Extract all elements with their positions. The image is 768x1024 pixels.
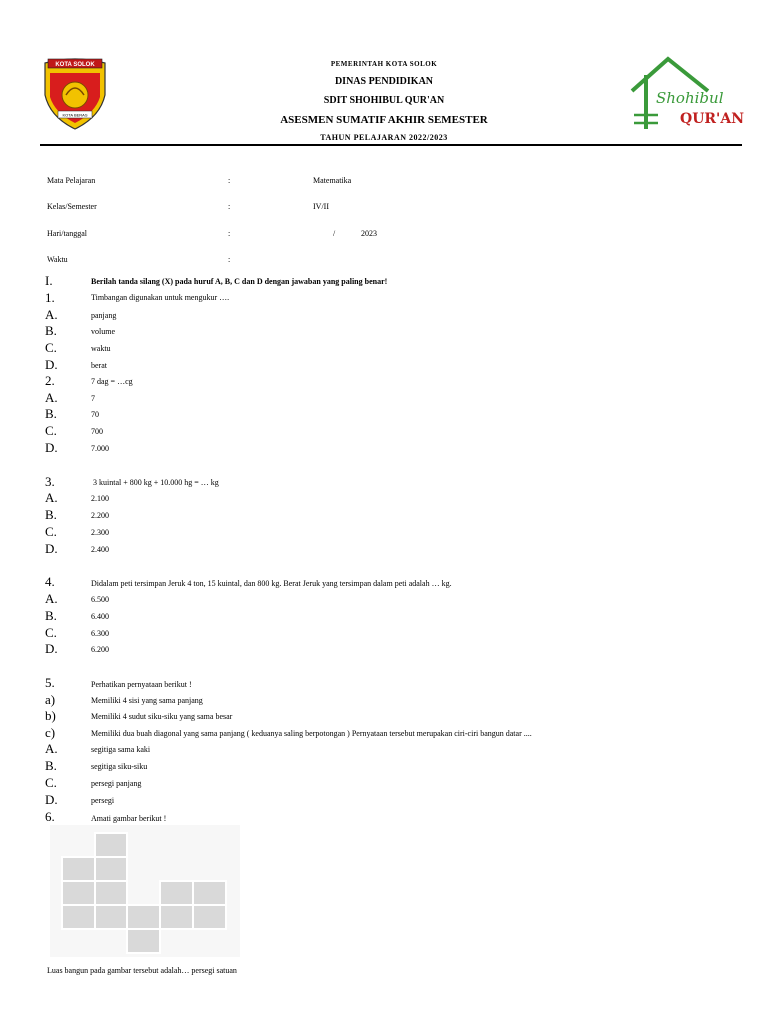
q1-text: Timbangan digunakan untuk mengukur …. — [91, 293, 230, 302]
q5-option-marker: D. — [45, 792, 58, 807]
q3-option-text: 2.400 — [91, 545, 109, 554]
q2-option-text: 700 — [91, 427, 103, 436]
q5-option-text: persegi panjang — [91, 779, 142, 788]
q3-text: 3 kuintal + 800 kg + 10.000 hg = … kg — [93, 478, 219, 487]
info-colon: : — [228, 255, 231, 264]
q5-option-marker: B. — [45, 758, 57, 773]
left-logo-text-bottom: KOTA BERAS — [62, 112, 88, 118]
q4-option-text: 6.300 — [91, 629, 109, 638]
right-logo-text-1: Shohibul — [656, 89, 724, 107]
q2-option-marker: D. — [45, 440, 58, 455]
q5-statement-marker: b) — [45, 708, 56, 723]
info-value-date: / — [333, 229, 336, 238]
q5-statement-text: Memiliki 4 sudut siku-siku yang sama besar — [91, 712, 233, 721]
q1-option-marker: B. — [45, 323, 57, 338]
header-school: SDIT SHOHIBUL QUR'AN — [323, 95, 445, 106]
q6-text: Amati gambar berikut ! — [91, 814, 167, 823]
info-value-year: 2023 — [361, 229, 377, 238]
info-value-class: IV/II — [313, 202, 329, 211]
info-label-subject: Mata Pelajaran — [47, 176, 96, 185]
q5-statement-marker: c) — [45, 725, 56, 740]
header-divider — [40, 144, 742, 146]
header-dept: DINAS PENDIDIKAN — [334, 76, 434, 87]
q5-statement-text: Memiliki dua buah diagonal yang sama panjang ( keduanya saling berpotongan ) Pernyataan tersebut merupakan ciri-ciri bangun datar .... — [91, 729, 532, 738]
q4-text: Didalam peti tersimpan Jeruk 4 ton, 15 kuintal, dan 800 kg. Berat Jeruk yang tersimpan dalam peti adalah … kg. — [91, 579, 452, 588]
right-logo-text-2: QUR'AN — [680, 111, 744, 127]
info-label-date: Hari/tanggal — [47, 229, 87, 238]
q3-option-text: 2.200 — [91, 511, 109, 520]
q5-option-marker: A. — [45, 741, 58, 756]
q5-number: 5. — [45, 675, 55, 690]
q2-option-text: 7.000 — [91, 444, 109, 453]
q2-option-text: 70 — [91, 410, 99, 419]
q3-option-marker: C. — [45, 524, 57, 539]
info-label-time: Waktu — [47, 255, 68, 264]
q1-option-marker: C. — [45, 340, 57, 355]
q2-number: 2. — [45, 373, 55, 388]
q4-option-marker: C. — [45, 625, 57, 640]
q1-option-marker: D. — [45, 357, 58, 372]
q5-text: Perhatikan pernyataan berikut ! — [91, 680, 192, 689]
square-net-figure — [50, 825, 240, 957]
q4-number: 4. — [45, 574, 55, 589]
q4-option-text: 6.200 — [91, 645, 109, 654]
q4-option-marker: A. — [45, 591, 58, 606]
info-value-subject: Matematika — [313, 176, 352, 185]
q5-statement-text: Memiliki 4 sisi yang sama panjang — [91, 696, 203, 705]
q2-text: 7 dag = …cg — [91, 377, 133, 386]
header-exam: ASESMEN SUMATIF AKHIR SEMESTER — [280, 114, 488, 126]
header-gov: PEMERINTAH KOTA SOLOK — [330, 60, 438, 68]
info-colon: : — [228, 229, 231, 238]
q1-number: 1. — [45, 290, 55, 305]
left-logo-text-top: KOTA SOLOK — [55, 62, 95, 68]
section-instruction: Berilah tanda silang (X) pada huruf A, B, C dan D dengan jawaban yang paling benar! — [91, 277, 388, 286]
header-year: TAHUN PELAJARAN 2022/2023 — [320, 133, 448, 142]
q4-option-marker: D. — [45, 641, 58, 656]
q4-option-text: 6.500 — [91, 595, 109, 604]
q3-option-text: 2.100 — [91, 494, 109, 503]
q5-option-text: segitiga sama kaki — [91, 745, 151, 754]
q4-option-marker: B. — [45, 608, 57, 623]
q3-option-text: 2.300 — [91, 528, 109, 537]
q2-option-marker: B. — [45, 406, 57, 421]
q2-option-marker: A. — [45, 390, 58, 405]
q1-option-text: berat — [91, 361, 107, 370]
q6-number: 6. — [45, 809, 55, 824]
q1-option-marker: A. — [45, 307, 58, 322]
q2-option-marker: C. — [45, 423, 57, 438]
info-label-class: Kelas/Semester — [47, 202, 97, 211]
q5-option-text: segitiga siku-siku — [91, 762, 148, 771]
q1-option-text: volume — [91, 327, 115, 336]
q3-number: 3. — [45, 474, 55, 489]
q6-after-text: Luas bangun pada gambar tersebut adalah… persegi satuan — [47, 966, 237, 975]
q3-option-marker: B. — [45, 507, 57, 522]
q1-option-text: waktu — [91, 344, 111, 353]
q1-option-text: panjang — [91, 311, 117, 320]
info-colon: : — [228, 176, 231, 185]
q2-option-text: 7 — [91, 394, 95, 403]
q4-option-text: 6.400 — [91, 612, 109, 621]
q5-option-text: persegi — [91, 796, 115, 805]
q5-statement-marker: a) — [45, 692, 56, 707]
info-colon: : — [228, 202, 231, 211]
q3-option-marker: D. — [45, 541, 58, 556]
q5-option-marker: C. — [45, 775, 57, 790]
section-marker: I. — [45, 273, 53, 288]
q3-option-marker: A. — [45, 490, 58, 505]
